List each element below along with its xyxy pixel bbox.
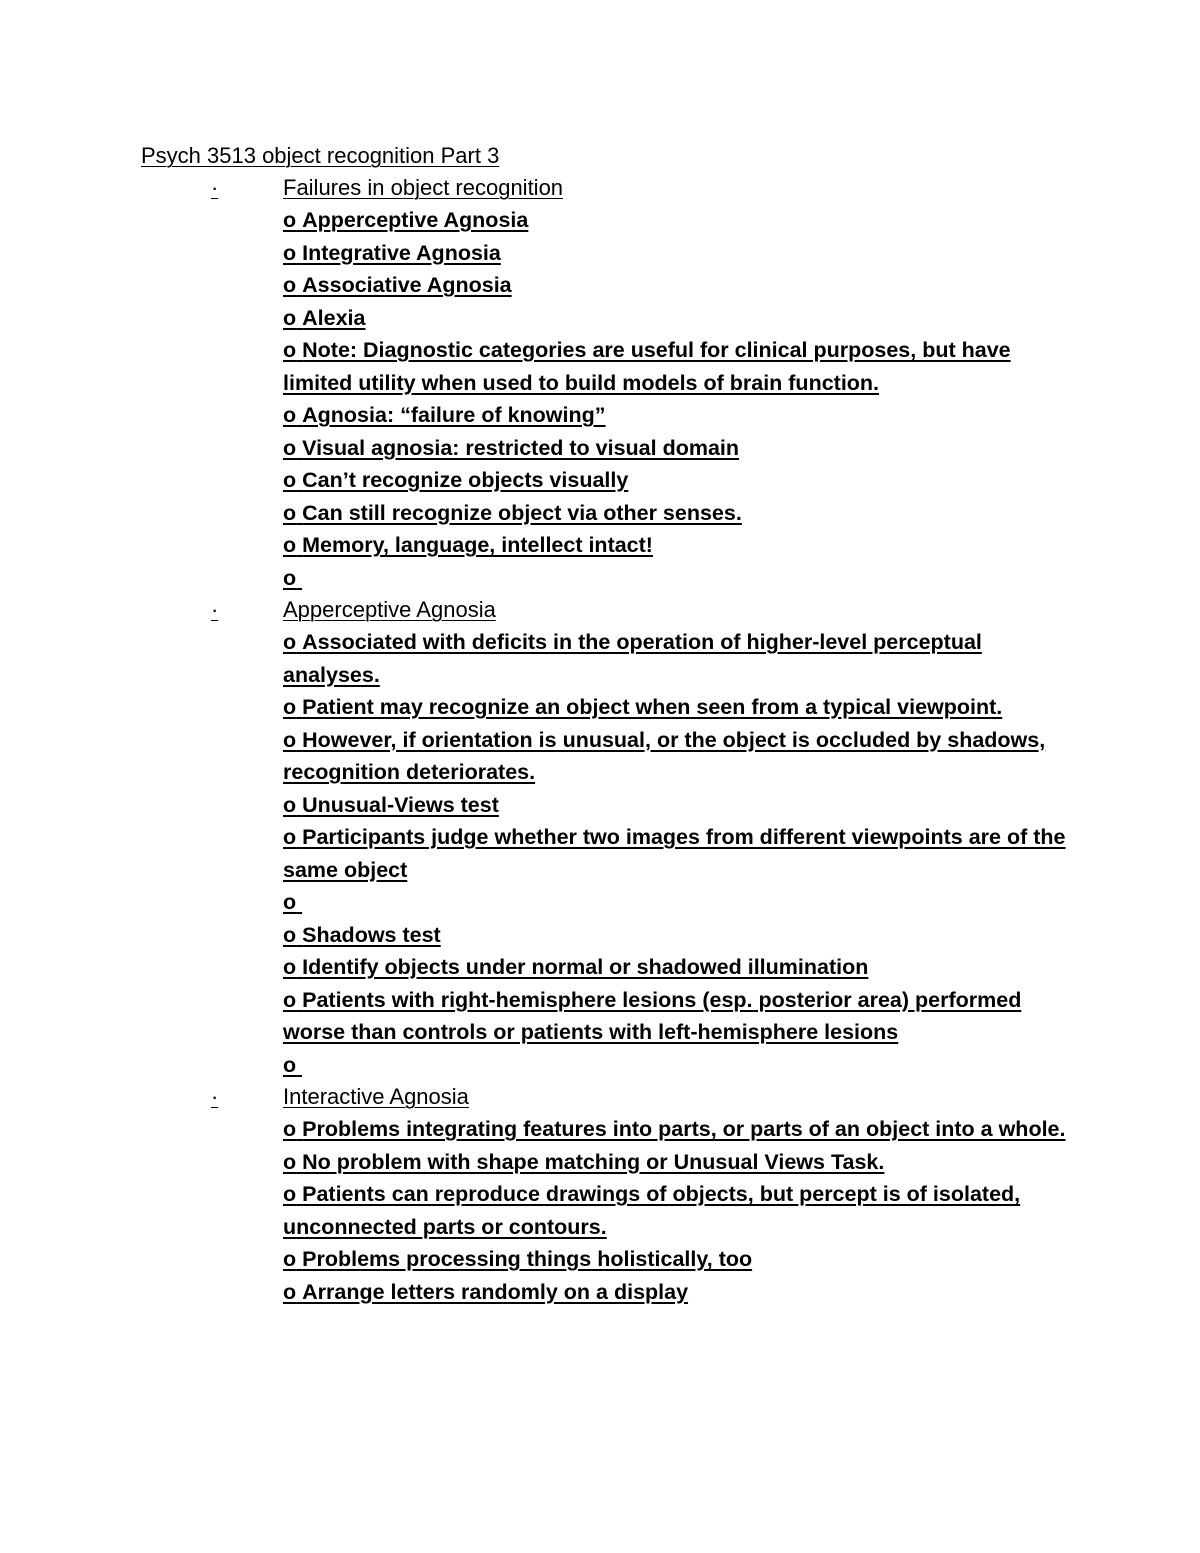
sub-bullet-marker: o [283, 1117, 297, 1141]
list-item-text: Patient may recognize an object when seen from a typical viewpoint. [302, 695, 1003, 719]
sub-bullet-marker: o [283, 208, 297, 232]
list-item [283, 399, 1083, 432]
sub-bullet-marker: o [283, 273, 297, 297]
list-item [283, 562, 1083, 595]
list-item [283, 821, 1083, 886]
list-item [283, 1049, 1083, 1082]
list-item-text: Note: Diagnostic categories are useful for clinical purposes, but have limited utility when used to build models of brain function. [283, 338, 1011, 395]
list-item [283, 1276, 1083, 1309]
list-item [283, 1243, 1083, 1276]
list-item [283, 1146, 1083, 1179]
sub-bullet-marker: o [283, 338, 297, 362]
list-item-text: Associated with deficits in the operation of higher-level perceptual analyses. [283, 630, 982, 687]
list-item-text: Apperceptive Agnosia [302, 208, 529, 232]
sub-bullet-marker: o [283, 695, 297, 719]
list-item [283, 269, 1083, 302]
sub-bullet-marker: o [283, 825, 297, 849]
list-item [283, 432, 1083, 465]
list-item-text: Can still recognize object via other senses. [302, 500, 742, 525]
list-item-text: Unusual-Views test [302, 792, 499, 817]
list-item-text: Alexia [302, 305, 366, 330]
list-item [283, 626, 1083, 691]
list-item [283, 1178, 1083, 1243]
sub-bullet-marker: o [283, 1052, 297, 1077]
list-item [283, 464, 1083, 497]
section-heading [141, 1081, 1081, 1113]
list-item-text: Memory, language, intellect intact! [302, 533, 653, 557]
list-item [283, 204, 1083, 237]
list-item [283, 724, 1083, 789]
sub-bullet-marker: o [283, 403, 297, 427]
list-item-text: Problems processing things holistically, too [302, 1247, 753, 1271]
list-item-text: Problems integrating features into parts, or parts of an object into a whole. [302, 1117, 1066, 1141]
section-heading-text: Apperceptive Agnosia [283, 597, 496, 622]
sub-bullet-marker: o [283, 468, 297, 492]
list-item [283, 919, 1083, 952]
section-heading [141, 594, 1081, 626]
sub-bullet-marker: o [283, 987, 297, 1012]
list-item [283, 1113, 1083, 1146]
list-item [283, 984, 1083, 1049]
bullet-dot-icon: · [211, 1084, 219, 1109]
sub-bullet-marker: o [283, 435, 297, 460]
list-item-text: Visual agnosia: restricted to visual domain [302, 435, 740, 460]
list-item-text: However, if orientation is unusual, or the object is occluded by shadows, recognition deteriorates. [283, 727, 1046, 784]
sub-bullet-marker: o [283, 305, 297, 330]
sub-bullet-marker: o [283, 1247, 297, 1271]
list-item-text: Patients with right-hemisphere lesions (esp. posterior area) performed worse than controls or patients with left-hemisphere lesions [283, 987, 1022, 1044]
list-item-text: Associative Agnosia [302, 273, 512, 297]
list-item [283, 529, 1083, 562]
document-body [141, 140, 1081, 1308]
list-item-text: Identify objects under normal or shadowed illumination [302, 955, 869, 979]
section-heading-text: Failures in object recognition [283, 175, 564, 200]
list-item-text: Shadows test [302, 922, 441, 947]
section-heading-text: Interactive Agnosia [283, 1084, 469, 1109]
list-item [283, 789, 1083, 822]
list-item-text: Participants judge whether two images from different viewpoints are of the same object [283, 825, 1066, 882]
sub-bullet-marker: o [283, 533, 297, 557]
list-item [283, 237, 1083, 270]
list-item [283, 497, 1083, 530]
list-item [283, 691, 1083, 724]
sub-bullet-marker: o [283, 565, 297, 590]
sub-bullet-marker: o [283, 1182, 297, 1206]
sub-bullet-marker: o [283, 1279, 297, 1304]
sub-bullet-marker: o [283, 890, 297, 914]
list-item [283, 334, 1083, 399]
list-item-text: Patients can reproduce drawings of objects, but percept is of isolated, unconnected parts or contours. [283, 1182, 1021, 1239]
sub-bullet-marker: o [283, 922, 297, 947]
bullet-dot-icon: · [211, 175, 219, 200]
list-item [283, 886, 1083, 919]
list-item-text: Arrange letters randomly on a display [302, 1279, 689, 1304]
sub-bullet-marker: o [283, 792, 297, 817]
list-item-text: Can’t recognize objects visually [302, 468, 629, 492]
sub-bullet-marker: o [283, 630, 297, 654]
document-title: Psych 3513 object recognition Part 3 [141, 143, 500, 168]
sub-bullet-marker: o [283, 727, 297, 752]
sub-bullet-marker: o [283, 1149, 297, 1174]
sections-container [141, 172, 1081, 1308]
list-item-text: Agnosia: “failure of knowing” [302, 403, 606, 427]
list-item [283, 302, 1083, 335]
section-heading [141, 172, 1081, 204]
sub-bullet-marker: o [283, 955, 297, 979]
list-item-text: No problem with shape matching or Unusual Views Task. [302, 1149, 885, 1174]
list-item-text: Integrative Agnosia [302, 240, 501, 265]
sub-bullet-marker: o [283, 500, 297, 525]
sub-bullet-marker: o [283, 240, 297, 265]
bullet-dot-icon: · [211, 597, 219, 622]
list-item [283, 951, 1083, 984]
